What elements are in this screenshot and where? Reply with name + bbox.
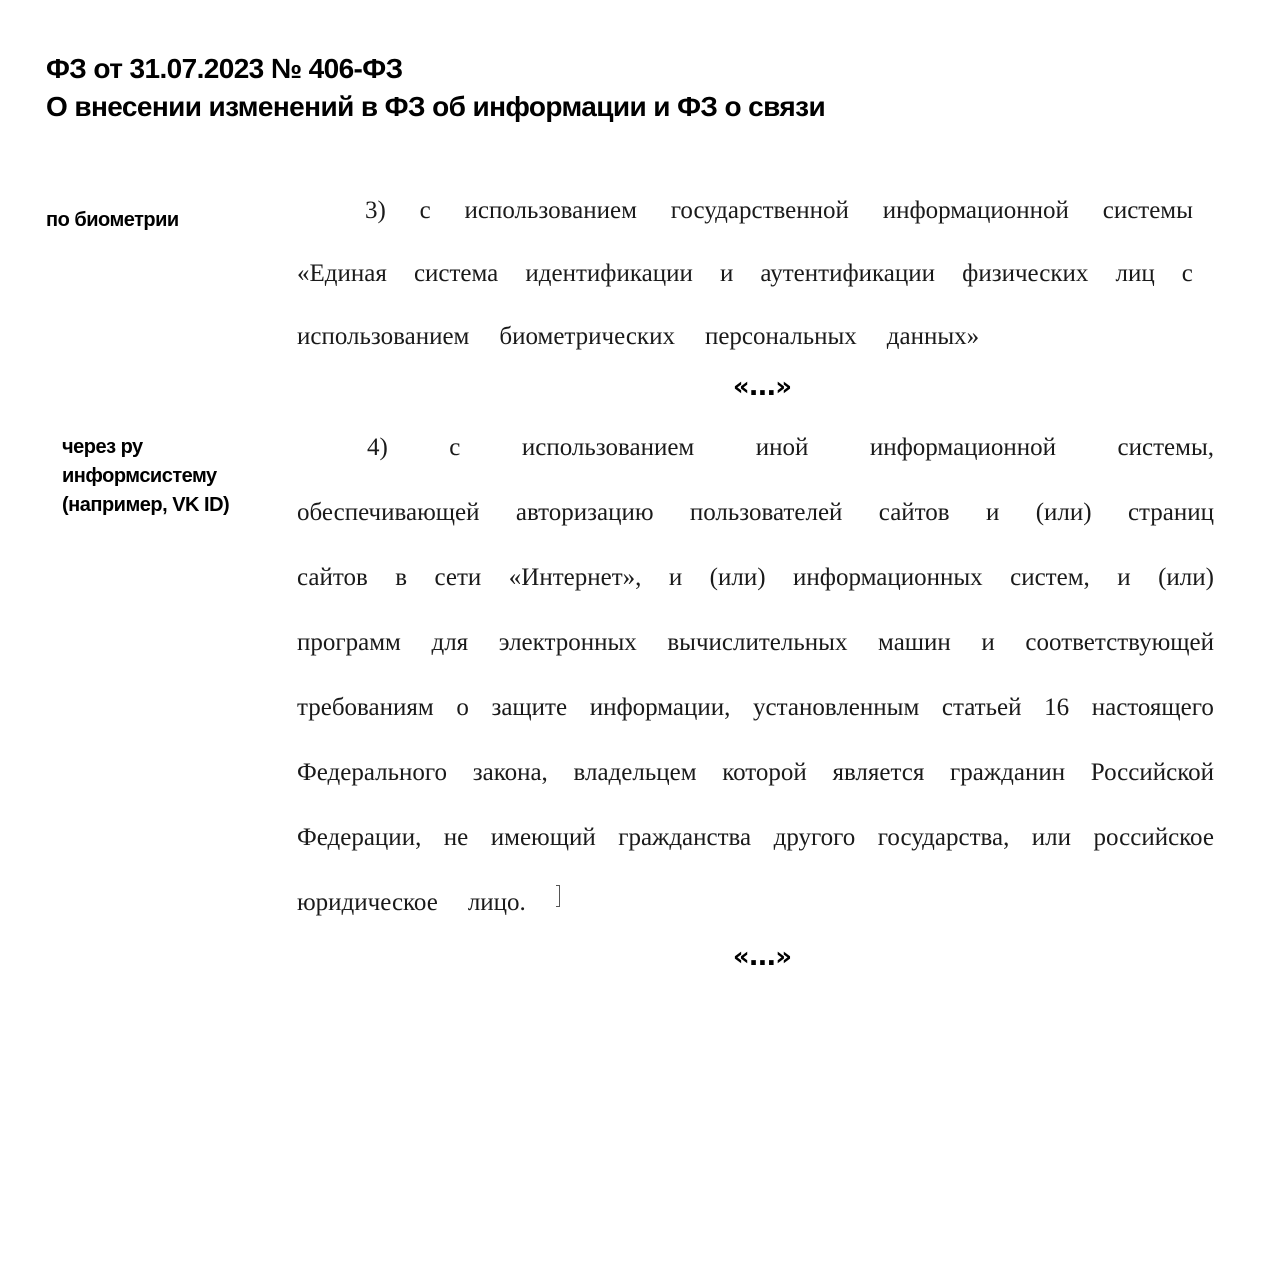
word: иной: [755, 434, 809, 461]
word: гражданства: [618, 824, 752, 851]
word: имеющий: [490, 824, 596, 851]
word: сети: [434, 564, 482, 591]
word: и: [1117, 564, 1131, 591]
omission-mark: «...»: [732, 372, 792, 402]
word: в: [395, 564, 408, 591]
word: программ: [297, 629, 401, 656]
word: информационных: [793, 564, 983, 591]
word: государства,: [877, 824, 1010, 851]
word: система: [413, 260, 499, 287]
word: машин: [878, 629, 951, 656]
word: является: [832, 759, 925, 786]
word: Федерации,: [297, 824, 422, 851]
text-line: [297, 822, 1214, 854]
word: владельцем: [573, 759, 697, 786]
word: информационной: [882, 197, 1069, 224]
text-line: [297, 195, 1193, 227]
word: не: [443, 824, 469, 851]
word: информации,: [589, 694, 731, 721]
word: Федерального: [297, 759, 448, 786]
word: и: [668, 564, 683, 591]
word: физических: [962, 260, 1089, 287]
word: системы,: [1117, 434, 1214, 461]
word: (или): [709, 564, 766, 591]
word: закона,: [472, 759, 548, 786]
word: Российской: [1090, 759, 1214, 786]
word: информационной: [869, 434, 1057, 461]
law-number-title: ФЗ от 31.07.2023 № 406-ФЗ: [46, 53, 403, 84]
word: соответствующей: [1025, 629, 1214, 656]
word: 3): [365, 197, 386, 224]
word: (или): [1035, 499, 1092, 526]
word: лиц: [1115, 260, 1155, 287]
word: биометрических: [499, 323, 675, 350]
text-line: [297, 562, 1214, 594]
word: о: [456, 694, 469, 721]
word: «Интернет»,: [508, 564, 642, 591]
omission-mark: «...»: [732, 942, 792, 972]
word: данных»: [886, 323, 980, 350]
bracket-mark: [556, 885, 560, 907]
word: обеспечивающей: [297, 499, 480, 526]
word: и: [719, 260, 734, 287]
word: «Единая: [297, 260, 387, 287]
clause-3-text: [297, 195, 1193, 384]
word: для: [431, 629, 469, 656]
word: с: [1181, 260, 1193, 287]
word: защите: [491, 694, 568, 721]
word: сайтов: [297, 564, 368, 591]
word: или: [1031, 824, 1072, 851]
clause-4-text: [297, 432, 1214, 952]
law-subject-title: О внесении изменений в ФЗ об информации и ФЗ о связи: [46, 91, 826, 122]
word: российское: [1093, 824, 1214, 851]
text-line: [297, 258, 1193, 290]
word: настоящего: [1091, 694, 1214, 721]
note-infosystem: через ру информсистему (например, VK ID): [62, 436, 230, 516]
word: сайтов: [878, 499, 950, 526]
word: 4): [367, 434, 388, 461]
word: идентификации: [525, 260, 693, 287]
word: аутентификации: [760, 260, 936, 287]
word: и: [985, 499, 1000, 526]
word: (или): [1158, 564, 1214, 591]
word: вычислительных: [667, 629, 848, 656]
word: другого: [773, 824, 856, 851]
word: юридическое: [297, 889, 438, 916]
word: использованием: [297, 323, 470, 350]
word: использованием: [464, 197, 637, 224]
word: и: [981, 629, 995, 656]
word: с: [419, 197, 431, 224]
note-biometrics: по биометрии: [46, 209, 179, 231]
text-line: [297, 497, 1214, 529]
text-line: [297, 757, 1214, 789]
word: лицо.: [467, 889, 526, 916]
word: с: [449, 434, 461, 461]
text-line: [297, 692, 1214, 724]
word: 16: [1044, 694, 1070, 721]
word: электронных: [498, 629, 637, 656]
word: государственной: [670, 197, 849, 224]
word: установленным: [753, 694, 920, 721]
word: которой: [722, 759, 807, 786]
word: персональных: [704, 323, 857, 350]
word: статьей: [941, 694, 1022, 721]
word: авторизацию: [515, 499, 654, 526]
word: систем,: [1010, 564, 1090, 591]
word: системы: [1102, 197, 1193, 224]
word: гражданин: [950, 759, 1066, 786]
word: требованиям: [297, 694, 434, 721]
text-line: [297, 432, 1214, 464]
word: пользователей: [689, 499, 843, 526]
document-header: [46, 50, 1246, 126]
word: использованием: [521, 434, 695, 461]
word: страниц: [1127, 499, 1214, 526]
text-line: [297, 887, 1214, 919]
text-line: [297, 321, 1193, 353]
text-line: [297, 627, 1214, 659]
